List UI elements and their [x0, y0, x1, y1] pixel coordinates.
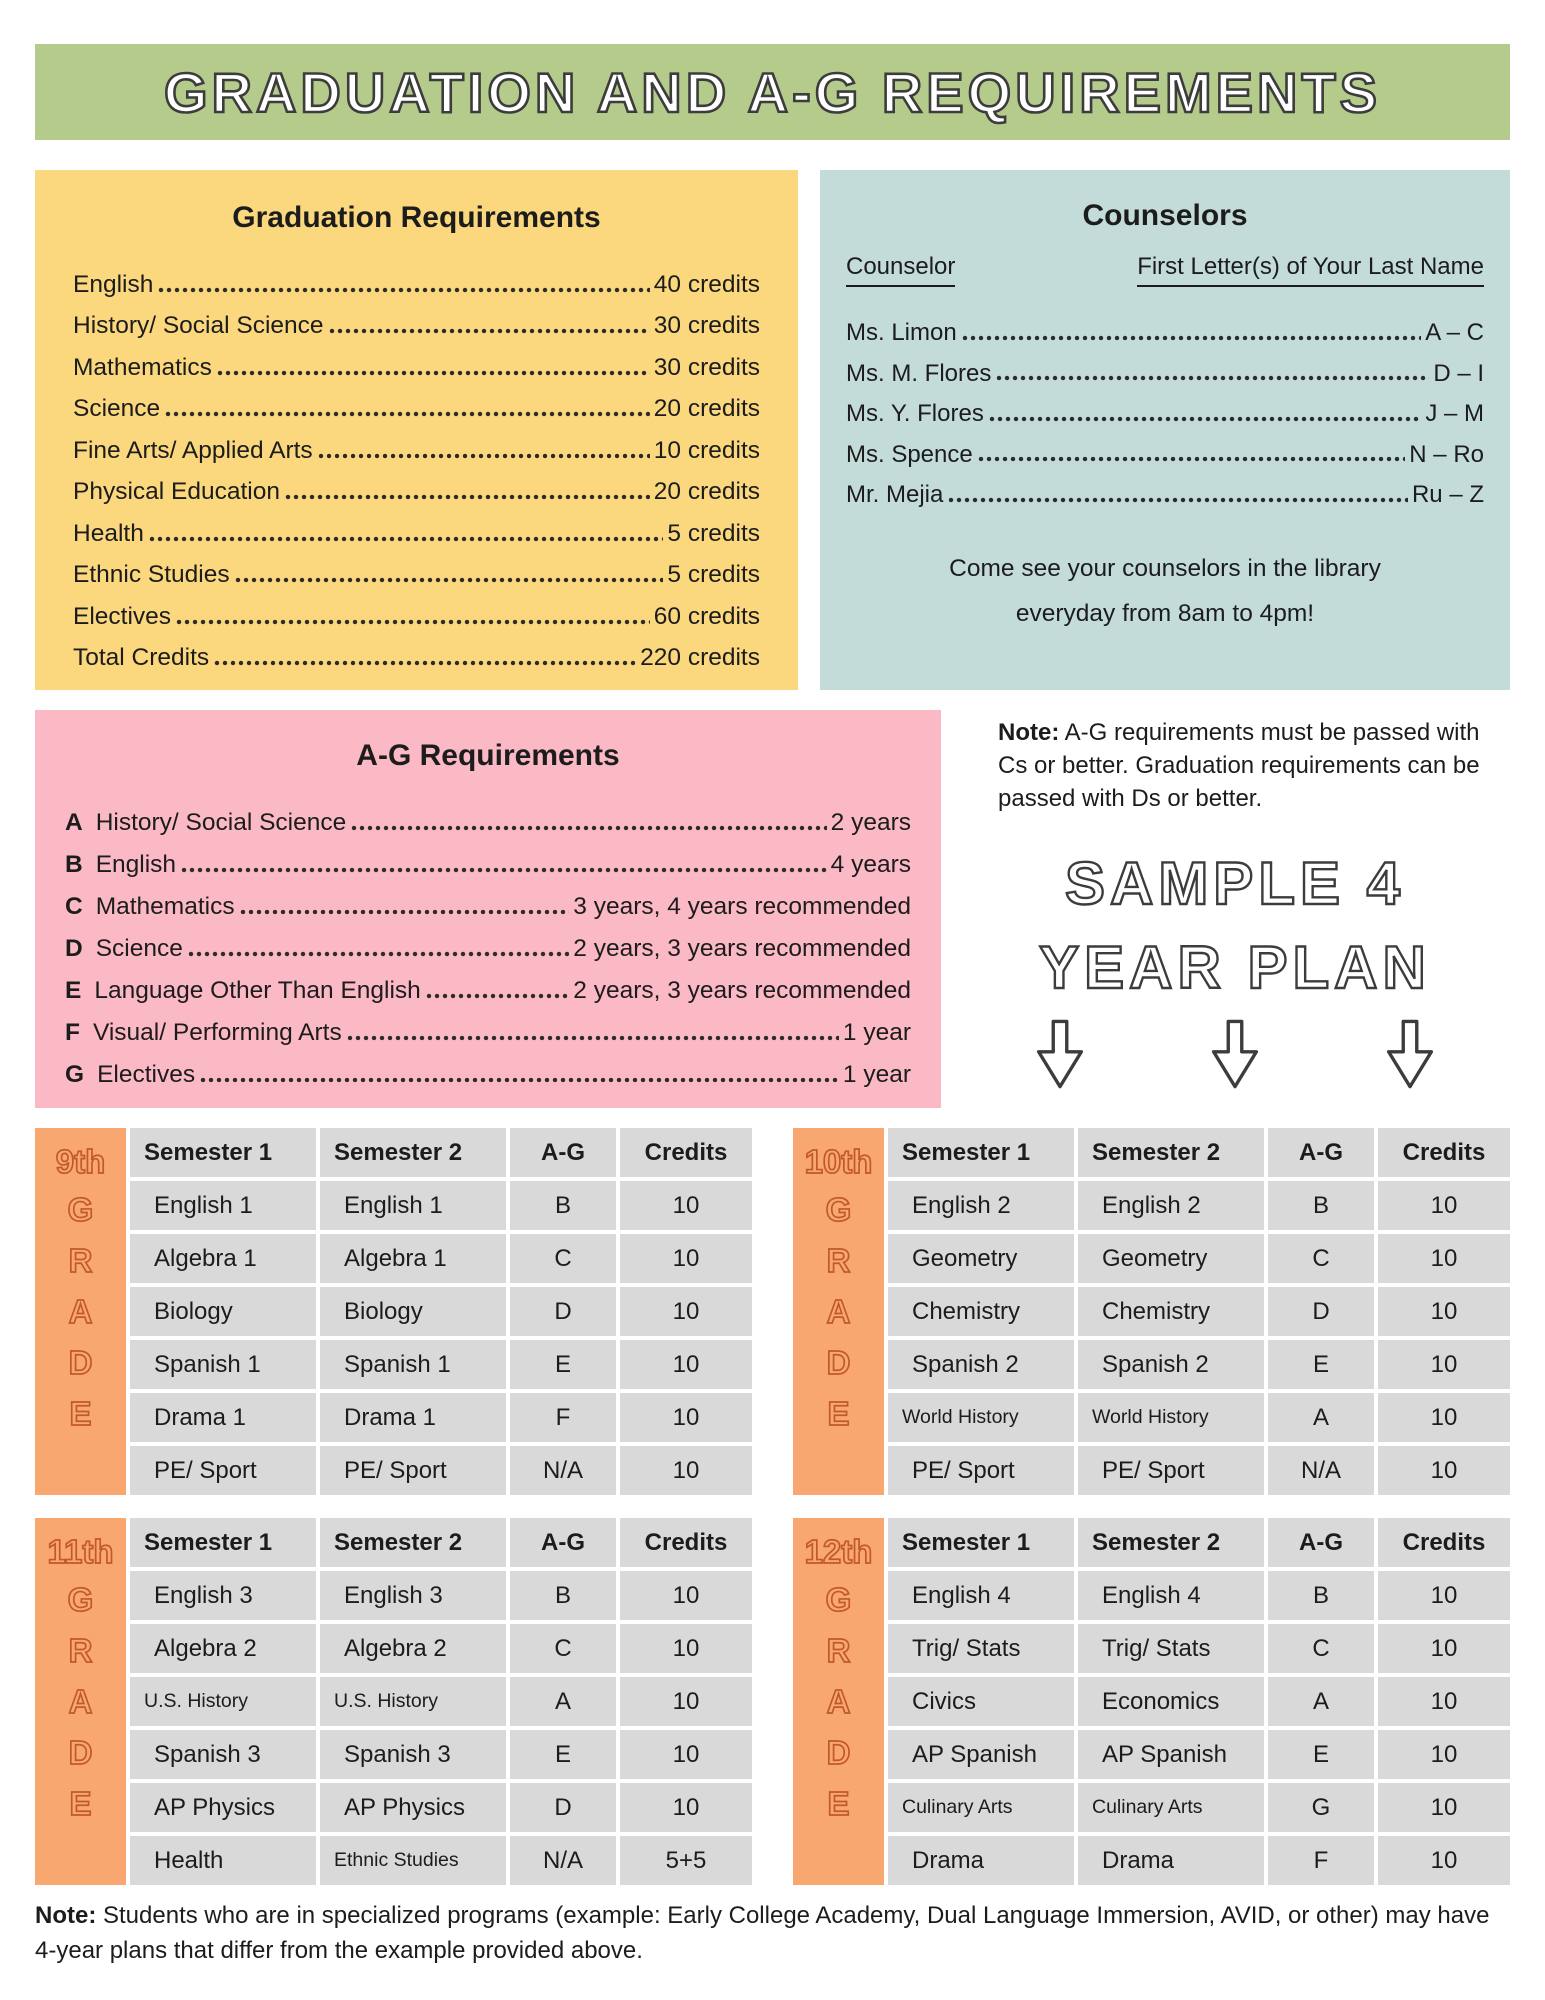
ag-label: Language Other Than English — [94, 977, 421, 1005]
dot-leader — [995, 375, 1429, 381]
grad-req-row — [73, 464, 760, 506]
ag-cell: N/A — [510, 1446, 616, 1495]
grad-req-label: Health — [73, 519, 144, 547]
counselor-letters: D – I — [1433, 359, 1484, 387]
course-cell: English 3 — [320, 1571, 506, 1620]
ag-cell: C — [1268, 1624, 1374, 1673]
grade-number: 12th — [804, 1533, 873, 1570]
col-header-credits: Credits — [1378, 1518, 1510, 1567]
grade-letter: D — [68, 1344, 93, 1381]
ag-requirements-box — [35, 710, 941, 1108]
course-cell: Chemistry — [1078, 1287, 1264, 1336]
ag-cell: E — [1268, 1340, 1374, 1389]
dot-leader — [239, 909, 570, 915]
grad-req-value: 40 credits — [653, 270, 760, 298]
ag-cell: C — [1268, 1234, 1374, 1283]
ag-cell: A — [1268, 1393, 1374, 1442]
counselor-letters: A – C — [1425, 319, 1484, 347]
course-cell: PE/ Sport — [320, 1446, 506, 1495]
ag-cell: B — [1268, 1181, 1374, 1230]
credits-cell: 10 — [1378, 1446, 1510, 1495]
credits-cell: 10 — [620, 1234, 752, 1283]
grad-req-value: 20 credits — [653, 395, 760, 423]
course-cell: Algebra 1 — [320, 1234, 506, 1283]
graduation-requirements-box — [35, 170, 798, 690]
sample-plan-line2: YEAR PLAN — [1039, 934, 1431, 1001]
dot-leader — [346, 1035, 839, 1041]
dot-leader — [175, 619, 650, 625]
grade-letter: R — [68, 1242, 93, 1279]
ag-cell: B — [510, 1181, 616, 1230]
letters-column-header: First Letter(s) of Your Last Name — [1137, 252, 1484, 287]
counselor-row — [846, 386, 1484, 427]
course-cell: Spanish 1 — [320, 1340, 506, 1389]
credits-cell: 10 — [1378, 1624, 1510, 1673]
ag-row — [65, 1004, 911, 1046]
course-cell: English 4 — [1078, 1571, 1264, 1620]
ag-cell: E — [510, 1340, 616, 1389]
course-cell: Drama 1 — [130, 1393, 316, 1442]
course-cell: English 1 — [130, 1181, 316, 1230]
banner — [35, 44, 1510, 140]
ag-letter: B — [65, 851, 83, 879]
course-cell: Spanish 2 — [888, 1340, 1074, 1389]
course-cell: Trig/ Stats — [888, 1624, 1074, 1673]
ag-cell: N/A — [1268, 1446, 1374, 1495]
graduation-requirements-list — [73, 256, 760, 671]
down-arrow-icon — [1210, 1018, 1260, 1090]
side-note — [998, 716, 1490, 815]
ag-cell: F — [510, 1393, 616, 1442]
grade-block-12th — [793, 1518, 1510, 1885]
bottom-note-label: Note: — [35, 1902, 97, 1929]
side-note-label: Note: — [998, 719, 1060, 746]
counselor-letters: N – Ro — [1409, 440, 1484, 468]
ag-cell: B — [510, 1571, 616, 1620]
course-cell: U.S. History — [130, 1677, 316, 1726]
grade-letter: R — [826, 1242, 851, 1279]
counselors-box — [820, 170, 1510, 690]
course-cell: English 1 — [320, 1181, 506, 1230]
grade-label-9th — [35, 1128, 126, 1495]
course-cell: PE/ Sport — [1078, 1446, 1264, 1495]
col-header-credits: Credits — [620, 1128, 752, 1177]
credits-cell: 10 — [1378, 1783, 1510, 1832]
ag-row — [65, 1046, 911, 1088]
counselor-column-header: Counselor — [846, 252, 955, 287]
dot-leader — [977, 456, 1406, 462]
course-cell: Drama — [888, 1836, 1074, 1885]
course-cell: Geometry — [1078, 1234, 1264, 1283]
grade-number: 9th — [55, 1143, 106, 1180]
ag-label: English — [95, 851, 177, 879]
ag-cell: E — [1268, 1730, 1374, 1779]
counselors-footer-line2: everyday from 8am to 4pm! — [1015, 599, 1315, 627]
ag-letter: A — [65, 809, 83, 837]
col-header-semester2: Semester 2 — [320, 1518, 506, 1567]
course-cell: Chemistry — [888, 1287, 1074, 1336]
grade-letter: A — [68, 1293, 93, 1330]
ag-label: History/ Social Science — [95, 809, 347, 837]
ag-letter: C — [65, 893, 83, 921]
grade-letter: D — [826, 1344, 851, 1381]
grade-number: 11th — [47, 1533, 114, 1570]
bottom-note — [35, 1898, 1495, 1968]
course-cell: Spanish 3 — [130, 1730, 316, 1779]
col-header-ag: A-G — [510, 1518, 616, 1567]
course-cell: Algebra 1 — [130, 1234, 316, 1283]
ag-cell: D — [510, 1783, 616, 1832]
grad-req-row — [73, 547, 760, 589]
credits-cell: 10 — [620, 1571, 752, 1620]
side-note-text: A-G requirements must be passed with Cs or better. Graduation requirements can be passed with Ds or better. — [998, 719, 1480, 812]
grad-req-value: 30 credits — [653, 312, 760, 340]
credits-cell: 10 — [620, 1340, 752, 1389]
grade-letter: G — [67, 1581, 94, 1618]
grade-letter: E — [69, 1785, 92, 1822]
grade-letter: A — [826, 1683, 851, 1720]
credits-cell: 10 — [1378, 1287, 1510, 1336]
ag-letter: E — [65, 977, 82, 1005]
grad-req-label: English — [73, 270, 154, 298]
ag-cell: G — [1268, 1783, 1374, 1832]
ag-row — [65, 836, 911, 878]
counselor-row — [846, 305, 1484, 346]
grade-label-11th — [35, 1518, 126, 1885]
counselor-name: Ms. Limon — [846, 319, 957, 347]
col-header-credits: Credits — [620, 1518, 752, 1567]
grade-label-10th — [793, 1128, 884, 1495]
course-cell: Algebra 2 — [130, 1624, 316, 1673]
ag-requirements-title: A-G Requirements — [356, 739, 620, 772]
grade-table-10th — [888, 1128, 1510, 1495]
grad-req-value: 5 credits — [667, 519, 760, 547]
dot-leader — [284, 494, 650, 500]
col-header-ag: A-G — [510, 1128, 616, 1177]
ag-cell: A — [1268, 1677, 1374, 1726]
course-cell: Spanish 3 — [320, 1730, 506, 1779]
ag-cell: C — [510, 1624, 616, 1673]
course-cell: Culinary Arts — [888, 1783, 1074, 1832]
dot-leader — [425, 993, 569, 999]
dot-leader — [234, 577, 664, 583]
ag-letter: D — [65, 935, 83, 963]
course-cell: Biology — [130, 1287, 316, 1336]
grad-req-row — [73, 630, 760, 672]
grad-req-value: 220 credits — [640, 644, 760, 672]
course-cell: Drama 1 — [320, 1393, 506, 1442]
course-cell: Algebra 2 — [320, 1624, 506, 1673]
ag-value: 2 years — [830, 809, 911, 837]
ag-value: 2 years, 3 years recommended — [573, 935, 911, 963]
bottom-note-text: Students who are in specialized programs (example: Early College Academy, Dual Language Immersion, AVID, or other) may have 4-year plans that differ from the example provided above. — [35, 1902, 1490, 1964]
col-header-credits: Credits — [1378, 1128, 1510, 1177]
col-header-semester2: Semester 2 — [320, 1128, 506, 1177]
counselor-name: Ms. Y. Flores — [846, 400, 984, 428]
ag-row — [65, 878, 911, 920]
course-cell: AP Spanish — [1078, 1730, 1264, 1779]
credits-cell: 10 — [620, 1730, 752, 1779]
col-header-semester1: Semester 1 — [130, 1128, 316, 1177]
grad-req-row — [73, 298, 760, 340]
ag-letter: G — [65, 1061, 85, 1089]
ag-cell: D — [510, 1287, 616, 1336]
grad-req-row — [73, 505, 760, 547]
dot-leader — [961, 335, 1422, 341]
grad-req-row — [73, 339, 760, 381]
counselors-footer — [846, 546, 1484, 636]
col-header-semester1: Semester 1 — [130, 1518, 316, 1567]
ag-row — [65, 962, 911, 1004]
credits-cell: 10 — [620, 1783, 752, 1832]
grade-block-11th — [35, 1518, 752, 1885]
grad-req-label: Total Credits — [73, 644, 210, 672]
dot-leader — [216, 370, 650, 376]
dot-leader — [187, 951, 569, 957]
ag-row — [65, 920, 911, 962]
ag-cell: E — [510, 1730, 616, 1779]
counselors-list — [846, 305, 1484, 508]
ag-label: Mathematics — [95, 893, 235, 921]
ag-cell: D — [1268, 1287, 1374, 1336]
grade-letter: E — [69, 1395, 92, 1432]
col-header-semester2: Semester 2 — [1078, 1518, 1264, 1567]
credits-cell: 10 — [620, 1446, 752, 1495]
credits-cell: 10 — [1378, 1836, 1510, 1885]
grad-req-row — [73, 256, 760, 298]
grade-letter: G — [67, 1191, 94, 1228]
ag-letter: F — [65, 1019, 80, 1047]
col-header-semester1: Semester 1 — [888, 1518, 1074, 1567]
course-cell: World History — [888, 1393, 1074, 1442]
grade-letter: E — [827, 1785, 850, 1822]
counselor-name: Mr. Mejia — [846, 481, 944, 509]
ag-label: Visual/ Performing Arts — [92, 1019, 342, 1047]
counselors-header-row — [846, 252, 1484, 287]
course-cell: Civics — [888, 1677, 1074, 1726]
course-cell: World History — [1078, 1393, 1264, 1442]
dot-leader — [213, 660, 636, 666]
grade-number: 10th — [804, 1143, 873, 1180]
course-cell: English 4 — [888, 1571, 1074, 1620]
course-cell: Culinary Arts — [1078, 1783, 1264, 1832]
dot-leader — [947, 497, 1408, 503]
grade-table-11th — [130, 1518, 752, 1885]
ag-requirements-list — [65, 794, 911, 1088]
dot-leader — [164, 411, 650, 417]
counselor-name: Ms. M. Flores — [846, 359, 992, 387]
dot-leader — [157, 287, 649, 293]
counselors-footer-line1: Come see your counselors in the library — [949, 554, 1381, 582]
course-cell: PE/ Sport — [130, 1446, 316, 1495]
counselor-letters: Ru – Z — [1411, 481, 1484, 509]
col-header-ag: A-G — [1268, 1128, 1374, 1177]
credits-cell: 5+5 — [620, 1836, 752, 1885]
col-header-ag: A-G — [1268, 1518, 1374, 1567]
ag-cell: B — [1268, 1571, 1374, 1620]
course-cell: Economics — [1078, 1677, 1264, 1726]
counselor-name: Ms. Spence — [846, 440, 973, 468]
credits-cell: 10 — [1378, 1393, 1510, 1442]
grad-req-value: 60 credits — [653, 602, 760, 630]
credits-cell: 10 — [620, 1181, 752, 1230]
grade-letter: A — [826, 1293, 851, 1330]
grade-table-9th — [130, 1128, 752, 1495]
ag-value: 1 year — [842, 1019, 911, 1047]
course-cell: English 3 — [130, 1571, 316, 1620]
course-cell: PE/ Sport — [888, 1446, 1074, 1495]
credits-cell: 10 — [1378, 1234, 1510, 1283]
dot-leader — [350, 825, 826, 831]
credits-cell: 10 — [1378, 1677, 1510, 1726]
down-arrow-icon — [1035, 1018, 1085, 1090]
course-cell: Spanish 1 — [130, 1340, 316, 1389]
credits-cell: 10 — [620, 1287, 752, 1336]
grade-letter: A — [68, 1683, 93, 1720]
grad-req-label: Electives — [73, 602, 172, 630]
course-cell: Drama — [1078, 1836, 1264, 1885]
grade-block-9th — [35, 1128, 752, 1495]
credits-cell: 10 — [620, 1624, 752, 1673]
ag-cell: N/A — [510, 1836, 616, 1885]
credits-cell: 10 — [620, 1393, 752, 1442]
grade-letter: D — [826, 1734, 851, 1771]
credits-cell: 10 — [1378, 1730, 1510, 1779]
dot-leader — [317, 453, 650, 459]
ag-value: 4 years — [830, 851, 911, 879]
sample-plan-title — [955, 842, 1515, 1010]
grade-letter: D — [68, 1734, 93, 1771]
sample-plan-line1: SAMPLE 4 — [1064, 850, 1406, 917]
dot-leader — [180, 867, 827, 873]
ag-cell: C — [510, 1234, 616, 1283]
counselor-letters: J – M — [1425, 400, 1484, 428]
ag-cell: F — [1268, 1836, 1374, 1885]
grade-letter: E — [827, 1395, 850, 1432]
credits-cell: 10 — [1378, 1340, 1510, 1389]
course-cell: U.S. History — [320, 1677, 506, 1726]
grade-label-12th — [793, 1518, 884, 1885]
ag-value: 2 years, 3 years recommended — [573, 977, 911, 1005]
grade-letter: G — [825, 1191, 852, 1228]
credits-cell: 10 — [1378, 1571, 1510, 1620]
grade-letter: R — [826, 1632, 851, 1669]
banner-title: GRADUATION AND A-G REQUIREMENTS — [163, 60, 1381, 124]
dot-leader — [199, 1077, 839, 1083]
dot-leader — [148, 536, 664, 542]
grad-req-row — [73, 422, 760, 464]
grade-table-12th — [888, 1518, 1510, 1885]
ag-label: Science — [95, 935, 183, 963]
down-arrow-icon — [1385, 1018, 1435, 1090]
grad-req-value: 30 credits — [653, 353, 760, 381]
grad-req-value: 20 credits — [653, 478, 760, 506]
grad-req-label: History/ Social Science — [73, 312, 324, 340]
ag-row — [65, 794, 911, 836]
course-cell: Spanish 2 — [1078, 1340, 1264, 1389]
col-header-semester2: Semester 2 — [1078, 1128, 1264, 1177]
grad-req-label: Science — [73, 395, 161, 423]
grad-req-label: Ethnic Studies — [73, 561, 230, 589]
dot-leader — [328, 328, 650, 334]
course-cell: English 2 — [888, 1181, 1074, 1230]
ag-value: 3 years, 4 years recommended — [573, 893, 911, 921]
grade-block-10th — [793, 1128, 1510, 1495]
grad-req-label: Physical Education — [73, 478, 281, 506]
course-cell: AP Physics — [130, 1783, 316, 1832]
counselor-row — [846, 427, 1484, 468]
course-cell: Trig/ Stats — [1078, 1624, 1264, 1673]
grade-letter: R — [68, 1632, 93, 1669]
course-cell: AP Spanish — [888, 1730, 1074, 1779]
grad-req-label: Fine Arts/ Applied Arts — [73, 436, 313, 464]
grade-letter: G — [825, 1581, 852, 1618]
ag-label: Electives — [97, 1061, 196, 1089]
course-cell: Geometry — [888, 1234, 1074, 1283]
course-cell: Ethnic Studies — [320, 1836, 506, 1885]
ag-value: 1 year — [842, 1061, 911, 1089]
ag-cell: A — [510, 1677, 616, 1726]
arrow-row — [1035, 1018, 1435, 1090]
course-cell: Health — [130, 1836, 316, 1885]
grad-req-row — [73, 588, 760, 630]
grad-req-row — [73, 381, 760, 423]
grad-req-value: 10 credits — [653, 436, 760, 464]
col-header-semester1: Semester 1 — [888, 1128, 1074, 1177]
counselor-row — [846, 467, 1484, 508]
graduation-requirements-title: Graduation Requirements — [232, 201, 601, 234]
grad-req-label: Mathematics — [73, 353, 212, 381]
course-cell: Biology — [320, 1287, 506, 1336]
credits-cell: 10 — [620, 1677, 752, 1726]
course-cell: English 2 — [1078, 1181, 1264, 1230]
counselor-row — [846, 346, 1484, 387]
counselors-title: Counselors — [1082, 199, 1248, 232]
credits-cell: 10 — [1378, 1181, 1510, 1230]
dot-leader — [988, 416, 1421, 422]
course-cell: AP Physics — [320, 1783, 506, 1832]
grad-req-value: 5 credits — [667, 561, 760, 589]
